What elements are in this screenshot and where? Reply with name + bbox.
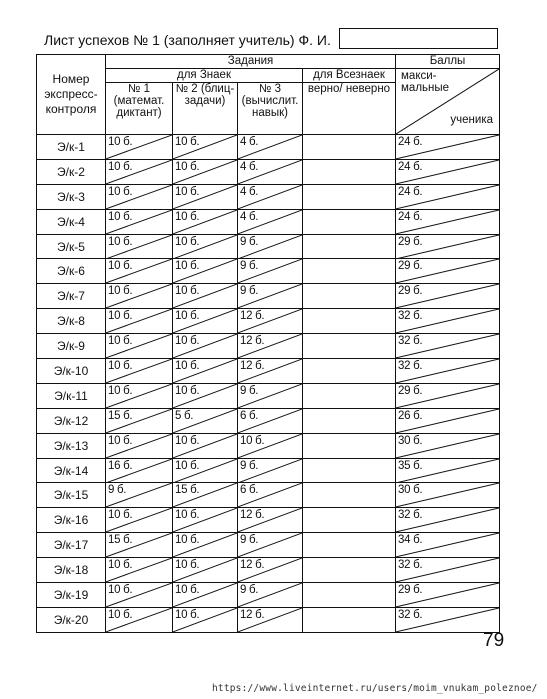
table-row — [37, 458, 500, 483]
table-row — [37, 533, 500, 558]
page-number: 79 — [483, 630, 505, 651]
correct-incorrect-cell[interactable] — [303, 558, 396, 583]
correct-incorrect-cell[interactable] — [303, 458, 396, 483]
points-cell[interactable] — [396, 234, 500, 259]
row-label: Э/к-5 — [37, 234, 106, 259]
task2-cell[interactable] — [173, 558, 238, 583]
table-row — [37, 607, 500, 632]
student-name-field[interactable] — [339, 28, 498, 49]
task3-cell[interactable] — [238, 159, 303, 184]
task3-cell-value: 9 б. — [240, 260, 259, 273]
table-row — [37, 159, 500, 184]
task1-cell-value: 10 б. — [108, 210, 133, 223]
row-label: Э/к-13 — [37, 433, 106, 458]
table-row — [37, 259, 500, 284]
points-cell[interactable] — [396, 483, 500, 508]
task3-cell-value: 9 б. — [240, 459, 259, 472]
task3-cell[interactable] — [238, 408, 303, 433]
task2-cell[interactable] — [173, 209, 238, 234]
correct-incorrect-cell[interactable] — [303, 184, 396, 209]
correct-incorrect-header: верно/ неверно — [303, 83, 396, 135]
task1-cell[interactable] — [106, 259, 173, 284]
task1-cell-value: 10 б. — [108, 136, 133, 148]
task1-cell-value: 10 б. — [108, 310, 133, 323]
table-row — [37, 408, 500, 433]
task3-cell-value: 12 б. — [240, 310, 265, 323]
task1-cell-value: 10 б. — [108, 235, 133, 248]
max-points-label: макси- мальные — [401, 70, 450, 94]
row-label: Э/к-17 — [37, 533, 106, 558]
task3-cell-value: 12 б. — [240, 360, 265, 373]
correct-incorrect-cell[interactable] — [303, 383, 396, 408]
znayek-group-header: для Знаек — [106, 69, 303, 83]
correct-incorrect-cell[interactable] — [303, 334, 396, 359]
task3-cell-value: 4 б. — [240, 210, 259, 223]
task3-cell-value: 6 б. — [240, 409, 259, 422]
task3-cell-value: 6 б. — [240, 484, 259, 497]
row-label: Э/к-3 — [37, 184, 106, 209]
points-subheader — [396, 69, 500, 135]
table-row — [37, 184, 500, 209]
task1-cell[interactable] — [106, 359, 173, 384]
row-label: Э/к-20 — [37, 607, 106, 632]
task3-header: № 3 (вычислит. навык) — [238, 83, 303, 135]
task2-cell[interactable] — [173, 284, 238, 309]
points-cell[interactable] — [396, 607, 500, 632]
table-row — [37, 433, 500, 458]
task3-cell[interactable] — [238, 359, 303, 384]
task1-cell-value: 10 б. — [108, 285, 133, 298]
task1-cell[interactable] — [106, 483, 173, 508]
column-number-header: Номер экспресс-контроля — [37, 55, 106, 135]
source-url: https://www.liveinternet.ru/users/moim_vnukam_poleznoe/ — [212, 683, 538, 694]
task1-cell[interactable] — [106, 135, 173, 160]
points-cell-value: 32 б. — [398, 360, 423, 373]
points-cell-value: 24 б. — [398, 185, 423, 198]
task2-cell[interactable] — [173, 508, 238, 533]
row-label: Э/к-10 — [37, 359, 106, 384]
task2-cell-value: 10 б. — [175, 285, 200, 298]
points-cell[interactable] — [396, 558, 500, 583]
table-row — [37, 209, 500, 234]
points-cell-value: 24 б. — [398, 210, 423, 223]
task1-cell[interactable] — [106, 458, 173, 483]
row-label: Э/к-9 — [37, 334, 106, 359]
points-cell[interactable] — [396, 583, 500, 608]
task3-cell-value: 4 б. — [240, 136, 259, 148]
correct-incorrect-cell[interactable] — [303, 159, 396, 184]
table-row — [37, 583, 500, 608]
row-label: Э/к-18 — [37, 558, 106, 583]
task3-cell[interactable] — [238, 234, 303, 259]
row-label: Э/к-15 — [37, 483, 106, 508]
points-cell-value: 32 б. — [398, 509, 423, 522]
task3-cell-value: 9 б. — [240, 534, 259, 547]
task3-cell[interactable] — [238, 284, 303, 309]
row-label: Э/к-11 — [37, 383, 106, 408]
task2-cell-value: 10 б. — [175, 310, 200, 323]
points-cell[interactable] — [396, 359, 500, 384]
task1-cell[interactable] — [106, 234, 173, 259]
task2-cell[interactable] — [173, 458, 238, 483]
tasks-group-header: Задания — [106, 55, 396, 69]
task3-cell[interactable] — [238, 607, 303, 632]
results-table — [36, 54, 500, 633]
table-row — [37, 359, 500, 384]
task2-cell[interactable] — [173, 607, 238, 632]
task2-cell-value: 10 б. — [175, 608, 200, 621]
task2-cell-value: 10 б. — [175, 509, 200, 522]
task2-cell[interactable] — [173, 259, 238, 284]
row-label: Э/к-14 — [37, 458, 106, 483]
points-cell[interactable] — [396, 284, 500, 309]
correct-incorrect-cell[interactable] — [303, 433, 396, 458]
table-row — [37, 558, 500, 583]
task1-cell-value: 10 б. — [108, 335, 133, 348]
correct-incorrect-cell[interactable] — [303, 533, 396, 558]
student-points-label: ученика — [450, 114, 494, 126]
points-cell-value: 29 б. — [398, 235, 423, 248]
correct-incorrect-cell[interactable] — [303, 508, 396, 533]
task3-cell[interactable] — [238, 184, 303, 209]
task3-cell-value: 9 б. — [240, 584, 259, 597]
task2-cell-value: 10 б. — [175, 160, 200, 173]
task1-cell-value: 10 б. — [108, 509, 133, 522]
task3-cell[interactable] — [238, 458, 303, 483]
points-cell-value: 32 б. — [398, 335, 423, 348]
task2-cell-value: 10 б. — [175, 360, 200, 373]
task2-cell-value: 10 б. — [175, 210, 200, 223]
points-cell-value: 29 б. — [398, 285, 423, 298]
task1-cell[interactable] — [106, 209, 173, 234]
table-row — [37, 483, 500, 508]
task3-cell[interactable] — [238, 558, 303, 583]
row-label: Э/к-12 — [37, 408, 106, 433]
task1-cell[interactable] — [106, 383, 173, 408]
task1-cell-value: 10 б. — [108, 608, 133, 621]
table-body — [37, 135, 500, 633]
task1-cell-value: 10 б. — [108, 260, 133, 273]
task2-cell[interactable] — [173, 359, 238, 384]
table-row — [37, 508, 500, 533]
task1-cell-value: 10 б. — [108, 584, 133, 597]
task3-cell[interactable] — [238, 533, 303, 558]
task1-cell[interactable] — [106, 159, 173, 184]
task1-cell[interactable] — [106, 583, 173, 608]
row-label: Э/к-1 — [37, 135, 106, 160]
task2-cell-value: 10 б. — [175, 260, 200, 273]
points-cell[interactable] — [396, 458, 500, 483]
task1-cell[interactable] — [106, 533, 173, 558]
task1-cell[interactable] — [106, 558, 173, 583]
row-label: Э/к-19 — [37, 583, 106, 608]
task3-cell-value: 9 б. — [240, 384, 259, 397]
points-cell-value: 29 б. — [398, 584, 423, 597]
correct-incorrect-cell[interactable] — [303, 284, 396, 309]
task1-cell-value: 10 б. — [108, 559, 133, 572]
task2-cell[interactable] — [173, 184, 238, 209]
task2-cell[interactable] — [173, 135, 238, 160]
task3-cell-value: 4 б. — [240, 185, 259, 198]
task1-cell-value: 15 б. — [108, 409, 133, 422]
points-cell[interactable] — [396, 259, 500, 284]
task1-header: № 1 (математ. диктант) — [106, 83, 173, 135]
task1-cell[interactable] — [106, 433, 173, 458]
task3-cell[interactable] — [238, 209, 303, 234]
task2-cell[interactable] — [173, 408, 238, 433]
points-cell-value: 26 б. — [398, 409, 423, 422]
points-cell-value: 32 б. — [398, 559, 423, 572]
task2-cell[interactable] — [173, 583, 238, 608]
row-label: Э/к-7 — [37, 284, 106, 309]
task2-cell-value: 10 б. — [175, 459, 200, 472]
task2-cell[interactable] — [173, 334, 238, 359]
sheet-title: Лист успехов № 1 (заполняет учитель) Ф. И. — [44, 32, 331, 48]
correct-incorrect-cell[interactable] — [303, 309, 396, 334]
correct-incorrect-cell[interactable] — [303, 234, 396, 259]
task3-cell[interactable] — [238, 483, 303, 508]
table-row — [37, 234, 500, 259]
task1-cell-value: 10 б. — [108, 434, 133, 447]
task3-cell-value: 12 б. — [240, 335, 265, 348]
task3-cell-value: 4 б. — [240, 160, 259, 173]
points-cell-value: 24 б. — [398, 136, 423, 148]
row-label: Э/к-8 — [37, 309, 106, 334]
task2-cell-value: 10 б. — [175, 136, 200, 148]
points-cell[interactable] — [396, 334, 500, 359]
correct-incorrect-cell[interactable] — [303, 209, 396, 234]
table-row — [37, 334, 500, 359]
task2-cell[interactable] — [173, 533, 238, 558]
points-cell-value: 32 б. — [398, 608, 423, 621]
task2-cell-value: 10 б. — [175, 335, 200, 348]
task1-cell[interactable] — [106, 408, 173, 433]
task2-cell[interactable] — [173, 433, 238, 458]
points-cell[interactable] — [396, 508, 500, 533]
task3-cell[interactable] — [238, 508, 303, 533]
task3-cell[interactable] — [238, 334, 303, 359]
task2-cell-value: 10 б. — [175, 185, 200, 198]
task2-cell-value: 5 б. — [175, 409, 194, 422]
points-cell[interactable] — [396, 309, 500, 334]
correct-incorrect-cell[interactable] — [303, 135, 396, 160]
correct-incorrect-cell[interactable] — [303, 408, 396, 433]
points-cell-value: 24 б. — [398, 160, 423, 173]
task2-cell-value: 10 б. — [175, 534, 200, 547]
task3-cell-value: 12 б. — [240, 559, 265, 572]
task2-cell-value: 10 б. — [175, 559, 200, 572]
task3-cell-value: 12 б. — [240, 608, 265, 621]
correct-incorrect-cell[interactable] — [303, 359, 396, 384]
task2-cell[interactable] — [173, 159, 238, 184]
task2-cell-value: 10 б. — [175, 235, 200, 248]
task3-cell-value: 9 б. — [240, 285, 259, 298]
task3-cell[interactable] — [238, 259, 303, 284]
task2-cell-value: 10 б. — [175, 384, 200, 397]
task1-cell[interactable] — [106, 508, 173, 533]
correct-incorrect-cell[interactable] — [303, 607, 396, 632]
task1-cell-value: 15 б. — [108, 534, 133, 547]
task2-cell[interactable] — [173, 234, 238, 259]
row-label: Э/к-2 — [37, 159, 106, 184]
task2-header: № 2 (блиц-задачи) — [173, 83, 238, 135]
points-cell[interactable] — [396, 159, 500, 184]
points-cell-value: 34 б. — [398, 534, 423, 547]
points-cell[interactable] — [396, 383, 500, 408]
points-group-header: Баллы — [396, 55, 500, 69]
task1-cell-value: 9 б. — [108, 484, 127, 497]
task1-cell[interactable] — [106, 334, 173, 359]
task1-cell-value: 10 б. — [108, 360, 133, 373]
task1-cell[interactable] — [106, 284, 173, 309]
points-cell[interactable] — [396, 533, 500, 558]
table-row — [37, 383, 500, 408]
points-cell-value: 32 б. — [398, 310, 423, 323]
task3-cell[interactable] — [238, 583, 303, 608]
task2-cell-value: 15 б. — [175, 484, 200, 497]
task2-cell[interactable] — [173, 309, 238, 334]
task1-cell-value: 10 б. — [108, 384, 133, 397]
points-cell-value: 30 б. — [398, 434, 423, 447]
points-cell-value: 30 б. — [398, 484, 423, 497]
task3-cell-value: 10 б. — [240, 434, 265, 447]
table-row — [37, 135, 500, 160]
task3-cell[interactable] — [238, 433, 303, 458]
task1-cell-value: 16 б. — [108, 459, 133, 472]
table-row — [37, 309, 500, 334]
task3-cell[interactable] — [238, 309, 303, 334]
task1-cell-value: 10 б. — [108, 185, 133, 198]
row-label: Э/к-4 — [37, 209, 106, 234]
points-cell[interactable] — [396, 135, 500, 160]
task2-cell-value: 10 б. — [175, 434, 200, 447]
points-cell-value: 35 б. — [398, 459, 423, 472]
task1-cell[interactable] — [106, 607, 173, 632]
task3-cell[interactable] — [238, 135, 303, 160]
correct-incorrect-cell[interactable] — [303, 259, 396, 284]
correct-incorrect-cell[interactable] — [303, 483, 396, 508]
correct-incorrect-cell[interactable] — [303, 583, 396, 608]
task1-cell[interactable] — [106, 184, 173, 209]
task2-cell-value: 10 б. — [175, 584, 200, 597]
task3-cell-value: 12 б. — [240, 509, 265, 522]
task1-cell-value: 10 б. — [108, 160, 133, 173]
points-cell[interactable] — [396, 433, 500, 458]
task2-cell[interactable] — [173, 383, 238, 408]
points-cell-value: 29 б. — [398, 384, 423, 397]
task1-cell[interactable] — [106, 309, 173, 334]
row-label: Э/к-6 — [37, 259, 106, 284]
table-row — [37, 284, 500, 309]
vseznayek-group-header: для Всезнаек — [303, 69, 396, 83]
points-cell[interactable] — [396, 209, 500, 234]
task3-cell[interactable] — [238, 383, 303, 408]
task3-cell-value: 9 б. — [240, 235, 259, 248]
task2-cell[interactable] — [173, 483, 238, 508]
points-cell-value: 29 б. — [398, 260, 423, 273]
row-label: Э/к-16 — [37, 508, 106, 533]
points-cell[interactable] — [396, 184, 500, 209]
points-cell[interactable] — [396, 408, 500, 433]
